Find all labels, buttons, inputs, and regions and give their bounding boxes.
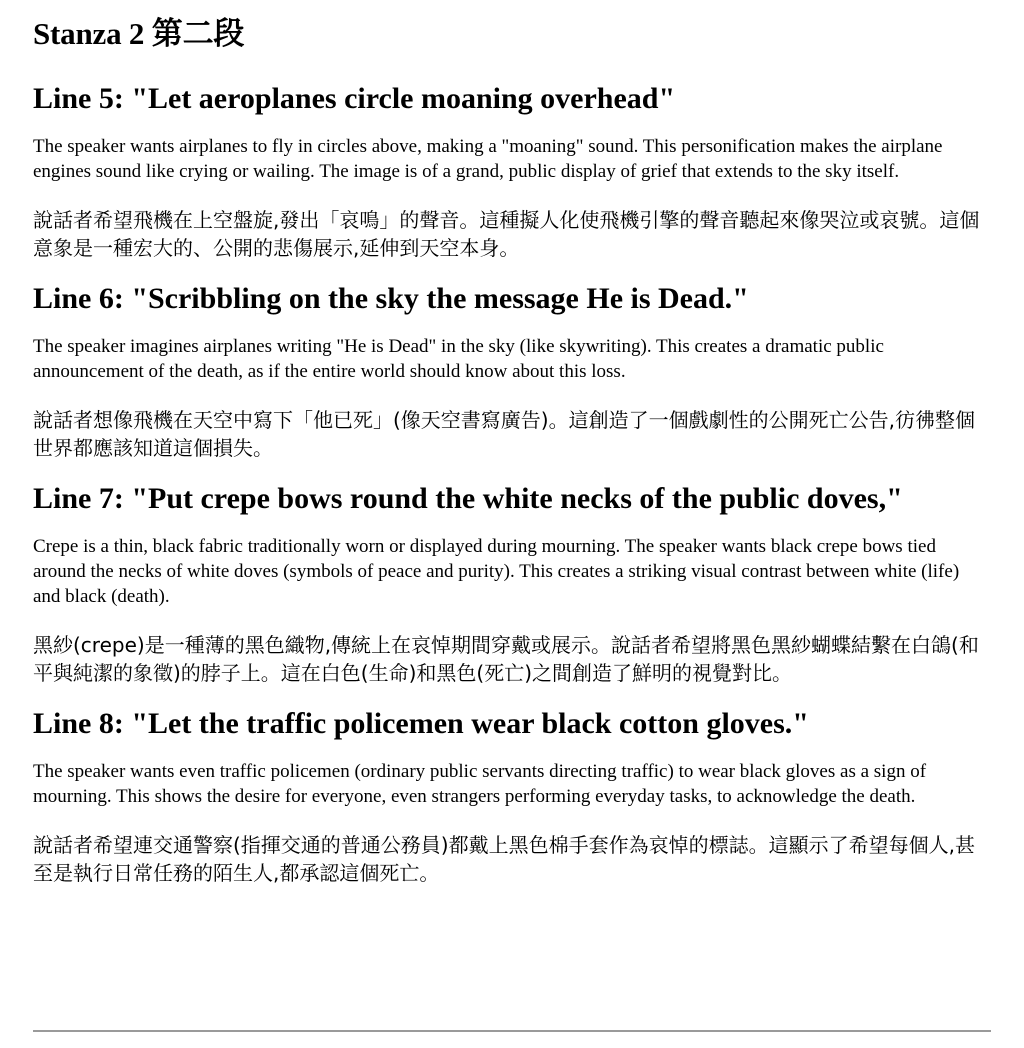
line-heading-5: Line 5: "Let aeroplanes circle moaning overhead" [33,82,676,115]
line-explanation-chinese-5: 說話者希望飛機在上空盤旋,發出「哀鳴」的聲音。這種擬人化使飛機引擎的聲音聽起來像哭泣或哀號。這個意象是一種宏大的、公開的悲傷展示,延伸到天空本身。 [33,208,980,260]
line-section-6 [33,280,991,462]
line-explanation-english-7: Crepe is a thin, black fabric traditionally worn or displayed during mourning. The speaker wants black crepe bows tied around the necks of white doves (symbols of peace and purity). This creates a striking visual contrast between white (life) and black (death). [33,536,960,607]
section-divider [33,1030,991,1032]
line-heading-8: Line 8: "Let the traffic policemen wear black cotton gloves." [33,707,809,740]
line-section-8 [33,705,991,887]
line-explanation-english-8: The speaker wants even traffic policemen (ordinary public servants directing traffic) to wear black gloves as a sign of mourning. This shows the desire for everyone, even strangers performing everyday tasks, to acknowledge the death. [33,761,927,807]
line-explanation-english-5: The speaker wants airplanes to fly in circles above, making a "moaning" sound. This personification makes the airplane engines sound like crying or wailing. The image is of a grand, public display of grief that extends to the sky itself. [33,136,943,182]
line-explanation-chinese-8: 說話者希望連交通警察(指揮交通的普通公務員)都戴上黑色棉手套作為哀悼的標誌。這顯示了希望每個人,甚至是執行日常任務的陌生人,都承認這個死亡。 [33,833,975,885]
line-explanation-chinese-7: 黑紗(crepe)是一種薄的黑色織物,傳統上在哀悼期間穿戴或展示。說話者希望將黑色黑紗蝴蝶結繫在白鴿(和平與純潔的象徵)的脖子上。這在白色(生命)和黑色(死亡)之間創造了鮮明的視覺對比。 [33,633,979,685]
line-explanation-english-6: The speaker imagines airplanes writing "He is Dead" in the sky (like skywriting). This creates a dramatic public announcement of the death, as if the entire world should know about this loss. [33,336,884,382]
line-section-5 [33,80,991,262]
line-section-7 [33,480,991,687]
line-heading-6: Line 6: "Scribbling on the sky the message He is Dead." [33,282,749,315]
line-explanation-chinese-6: 說話者想像飛機在天空中寫下「他已死」(像天空書寫廣告)。這創造了一個戲劇性的公開死亡公告,彷彿整個世界都應該知道這個損失。 [33,408,975,460]
line-heading-7: Line 7: "Put crepe bows round the white necks of the public doves," [33,482,903,515]
stanza-title: Stanza 2 第二段 [33,16,245,51]
